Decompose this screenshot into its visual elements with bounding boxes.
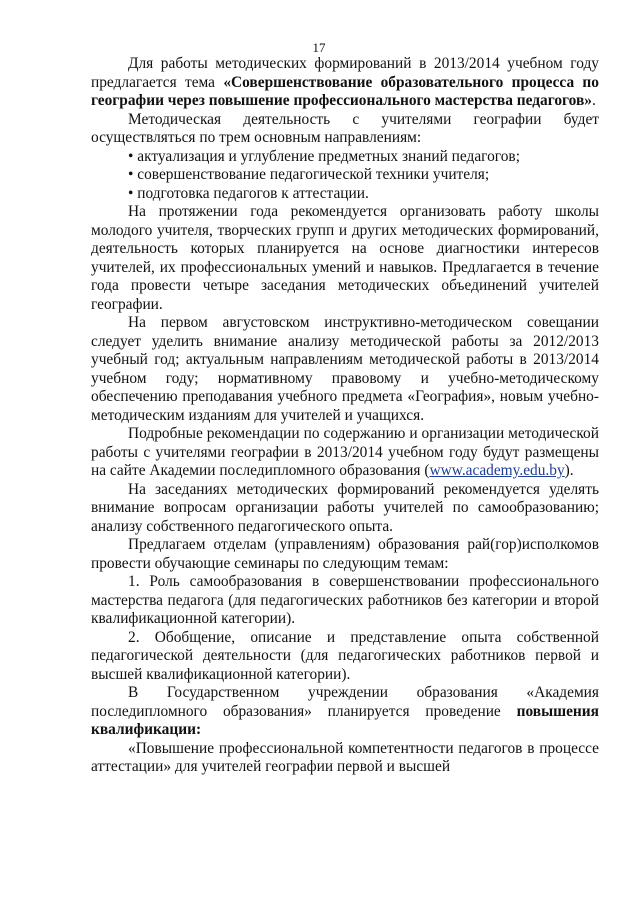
bullet-item-attestation: • подготовка педагогов к аттестации. xyxy=(128,184,369,202)
qualification-bold: повышения квалификации: xyxy=(91,702,599,738)
seminar-topic-1: 1. Роль самообразования в совершенствовании профессионального мастерства педагога (для педагогических работников без категории и второй квалификационной категории). xyxy=(91,573,599,627)
paragraph-seminars-intro: Предлагаем отделам (управлениям) образования рай(гор)исполкомов провести обучающие семинары по следующим темам: xyxy=(91,536,599,572)
paragraph-course: «Повышение профессиональной компетентности педагогов в процессе аттестации» для учителей географии первой и высшей xyxy=(91,739,599,775)
paragraph-august-meeting: На первом августовском инструктивно-методическом совещании следует уделить внимание анализу методической работы за 2012/2013 учебный год; актуальным направлениям методической работы в 2013/2014 учебном году; нормативному правовому и учебно-методическому обеспечению преподавания учебного предмета «География», новым учебно-методическим изданиям для учителей и учащихся. xyxy=(91,314,599,424)
paragraph-meetings: На заседаниях методических формирований рекомендуется уделять внимание вопросам организации работы учителей по самообразованию; анализу собственного педагогического опыта. xyxy=(91,480,599,535)
page-body xyxy=(91,55,599,777)
recommendations-close: ). xyxy=(564,462,574,479)
bullet-item-knowledge: • актуализация и углубление предметных знаний педагогов; xyxy=(128,147,520,165)
paragraph-academy xyxy=(91,684,599,740)
paragraph-topic xyxy=(91,55,599,111)
bullet-item-technique: • совершенствование педагогической техники учителя; xyxy=(128,166,490,183)
academy-website-link[interactable]: www.academy.edu.by xyxy=(429,462,565,479)
paragraph-young-teacher-school: На протяжении года рекомендуется организовать работу школы молодого учителя, творческих групп и других методических формирований, деятельность которых планируется на основе диагностики интересов учителей, их профессиональных умений и навыков. Предлагается в течение года провести четыре заседания методических объединений учителей географии. xyxy=(91,203,599,313)
topic-intro-text: Для работы методических формирований в 2013/2014 учебном году предлагается тема xyxy=(91,55,599,91)
paragraph-directions: Методическая деятельность с учителями географии будет осуществляться по трем основным направлениям: xyxy=(91,110,599,146)
seminar-topic-2: 2. Обобщение, описание и представление опыта собственной педагогической деятельности (для педагогических работников первой и высшей квалификационной категории). xyxy=(91,628,599,683)
recommendations-text: Подробные рекомендации по содержанию и организации методической работы с учителями географии в 2013/2014 учебном году будут размещены на сайте Академии последипломного образования ( xyxy=(91,425,599,479)
paragraph-recommendations xyxy=(91,425,599,481)
academy-text: В Государственном учреждении образования «Академия последипломного образования» планируется проведение xyxy=(91,684,599,720)
page-number: 17 xyxy=(312,40,326,55)
topic-period: . xyxy=(591,92,596,109)
topic-title-bold: «Совершенствование образовательного процесса по географии через повышение профессионального мастерства педагогов» xyxy=(91,73,599,109)
